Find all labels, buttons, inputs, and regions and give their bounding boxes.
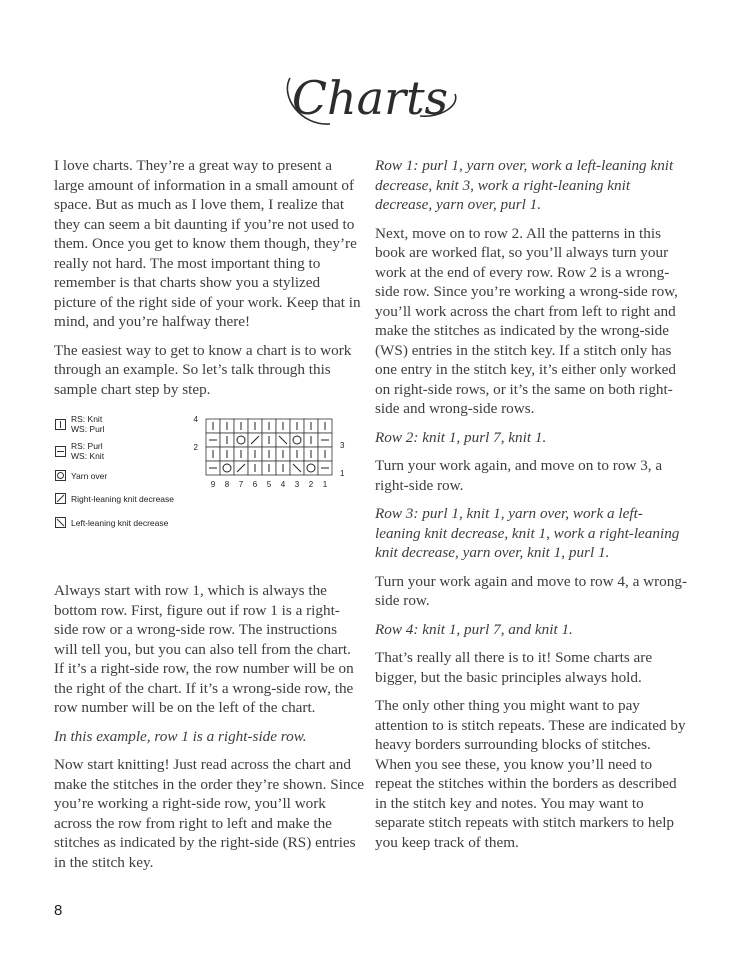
row-label-right: 3 bbox=[340, 441, 345, 450]
key-right-dec-label: Right-leaning knit decrease bbox=[71, 494, 175, 504]
right-dec-symbol-box bbox=[55, 493, 66, 504]
start-knitting-paragraph: Now start knitting! Just read across the chart and make the stitches in the order they’re shown. Since you’re working a right-side row, you’ll work across the row from right to left and make the stitches as indicated by the right-side (RS) entries in the stitch key. bbox=[54, 756, 364, 871]
row-one-note: In this example, row 1 is a right-side row. bbox=[54, 727, 307, 745]
row-label-right: 1 bbox=[340, 469, 345, 478]
key-left-dec-label: Left-leaning knit decrease bbox=[71, 518, 169, 528]
row-4-instruction: Row 4: knit 1, purl 7, and knit 1. bbox=[375, 620, 573, 638]
key-knit-rs-label: RS: Knit bbox=[71, 414, 103, 424]
key-purl-rs-label: RS: Purl bbox=[71, 441, 103, 451]
sample-chart-figure bbox=[54, 413, 366, 563]
page-number: 8 bbox=[54, 902, 63, 919]
stitch-repeats-paragraph: The only other thing you might want to pay attention to is stitch repeats. These are indicated by heavy borders surrounding blocks of stitches. When you see these, you know you’ll need to repeat the stitches within the borders as described in the stitch key and notes. You may want to separate stitch repeats with stitch markers to help you keep track of them. bbox=[375, 697, 686, 851]
column-label: 1 bbox=[322, 480, 328, 489]
left-column bbox=[54, 156, 364, 881]
key-purl-ws-label: WS: Knit bbox=[71, 450, 105, 461]
row-one-paragraph: Always start with row 1, which is always the bottom row. First, figure out if row 1 is a right-side row or a wrong-side row. The instructions will tell you, but you can also tell from the chart. If it’s a right-side row, the row number will be on the right of the chart. If it’s a wrong-side row, the row number will be on the left of the chart. bbox=[54, 582, 354, 716]
column-label: 8 bbox=[224, 480, 230, 489]
column-label: 7 bbox=[238, 480, 244, 489]
column-label: 6 bbox=[252, 480, 258, 489]
page-title bbox=[270, 56, 470, 146]
column-label: 4 bbox=[280, 480, 286, 489]
page-title-text: Charts bbox=[291, 71, 449, 125]
row-3-instruction: Row 3: purl 1, knit 1, yarn over, work a left-leaning knit decrease, knit 1, work a right-leaning knit decrease, yarn over, knit 1, purl 1. bbox=[375, 505, 680, 561]
intro-paragraph: I love charts. They’re a great way to present a large amount of information in a small amount of space. But as much as I love them, I realize that they can seem a bit daunting if you’re not used to them. Once you get to know them though, they’re really not hard. The most important thing to remember is that charts show you a stylized picture of the right side of your work. Keep that in mind, and you’re halfway there! bbox=[54, 157, 361, 330]
summary-paragraph: That’s really all there is to it! Some charts are bigger, but the basic principles always hold. bbox=[375, 649, 653, 686]
row-3-paragraph: Turn your work again, and move on to row 3, a right-side row. bbox=[375, 457, 663, 494]
row-label-left: 2 bbox=[193, 443, 198, 452]
chart-cell bbox=[304, 461, 318, 475]
example-paragraph: The easiest way to get to know a chart is to work through an example. So let’s talk through this sample chart step by step. bbox=[54, 341, 352, 398]
chart-cell bbox=[220, 461, 234, 475]
column-label: 9 bbox=[210, 480, 216, 489]
yarn-over-symbol-box bbox=[55, 470, 66, 481]
column-label: 5 bbox=[266, 480, 272, 489]
row-2-paragraph: Next, move on to row 2. All the patterns in this book are worked flat, so you’ll always turn your work at the end of every row. Row 2 is a wrong-side row. Since you’re working a wrong-side row, you’ll work across the chart from left to right and make the stitches as indicated by the wrong-side (WS) entries in the stitch key. If a stitch only has one entry in the stitch key, it’s either only worked on right-side rows, or it’s the same on both right-side and wrong-side rows. bbox=[375, 224, 678, 417]
key-yarn-over-label: Yarn over bbox=[71, 471, 108, 481]
key-purl bbox=[71, 442, 104, 461]
key-knit bbox=[71, 415, 105, 434]
purl-symbol-box bbox=[55, 446, 66, 457]
row-label-left: 4 bbox=[193, 415, 198, 424]
row-4-paragraph: Turn your work again and move to row 4, a wrong-side row. bbox=[375, 572, 687, 609]
row-2-instruction: Row 2: knit 1, purl 7, knit 1. bbox=[375, 428, 547, 446]
right-column bbox=[375, 156, 687, 861]
chart-cell bbox=[234, 433, 248, 447]
left-dec-symbol-box bbox=[55, 517, 66, 528]
left-dec-icon bbox=[56, 518, 65, 527]
column-label: 3 bbox=[294, 480, 300, 489]
stitch-chart bbox=[186, 413, 356, 513]
chart-cell bbox=[290, 433, 304, 447]
key-knit-ws-label: WS: Purl bbox=[71, 423, 105, 434]
row-1-instruction: Row 1: purl 1, yarn over, work a left-leaning knit decrease, knit 3, work a right-leaning knit decrease, yarn over, purl 1. bbox=[375, 157, 674, 213]
right-dec-icon bbox=[56, 494, 65, 503]
knit-symbol-box bbox=[55, 419, 66, 430]
column-label: 2 bbox=[308, 480, 314, 489]
